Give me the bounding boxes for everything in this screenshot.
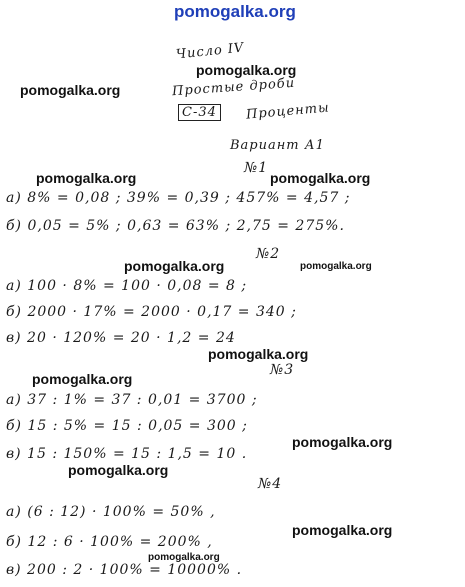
task-number: №2: [256, 246, 281, 262]
task-number: №4: [258, 476, 283, 492]
section-title: Проценты: [245, 100, 331, 123]
watermark: pomogalka.org: [292, 522, 393, 538]
task-line: в) 200 : 2 · 100% = 10000% .: [6, 562, 243, 578]
task-line: а) 37 : 1% = 37 : 0,01 = 3700 ;: [6, 392, 258, 408]
watermark: pomogalka.org: [208, 346, 309, 362]
task-line: б) 0,05 = 5% ; 0,63 = 63% ; 2,75 = 275%.: [6, 218, 345, 234]
task-line: а) 100 · 8% = 100 · 0,08 = 8 ;: [6, 278, 248, 294]
chapter-heading: Число IV: [175, 40, 246, 63]
watermark: pomogalka.org: [20, 82, 121, 98]
variant-heading: Вариант А1: [230, 138, 325, 153]
watermark: pomogalka.org: [32, 371, 133, 387]
watermark: pomogalka.org: [300, 261, 372, 272]
task-line: в) 20 · 120% = 20 · 1,2 = 24: [6, 330, 236, 346]
task-number: №1: [244, 160, 269, 176]
watermark-top: pomogalka.org: [174, 2, 296, 21]
watermark: pomogalka.org: [196, 62, 297, 78]
watermark: pomogalka.org: [270, 170, 371, 186]
task-line: а) 8% = 0,08 ; 39% = 0,39 ; 457% = 4,57 ;: [6, 190, 351, 206]
section-code-box: С-34: [178, 104, 221, 121]
task-line: б) 2000 · 17% = 2000 · 0,17 = 340 ;: [6, 304, 297, 320]
watermark: pomogalka.org: [124, 258, 225, 274]
watermark: pomogalka.org: [148, 552, 220, 563]
task-line: а) (6 : 12) · 100% = 50% ,: [6, 504, 216, 520]
task-number: №3: [270, 362, 295, 378]
subject-heading: Простые дроби: [171, 75, 296, 100]
task-line: в) 15 : 150% = 15 : 1,5 = 10 .: [6, 446, 248, 462]
watermark: pomogalka.org: [292, 434, 393, 450]
watermark: pomogalka.org: [36, 170, 137, 186]
task-line: б) 15 : 5% = 15 : 0,05 = 300 ;: [6, 418, 248, 434]
watermark: pomogalka.org: [68, 462, 169, 478]
task-line: б) 12 : 6 · 100% = 200% ,: [6, 534, 213, 550]
